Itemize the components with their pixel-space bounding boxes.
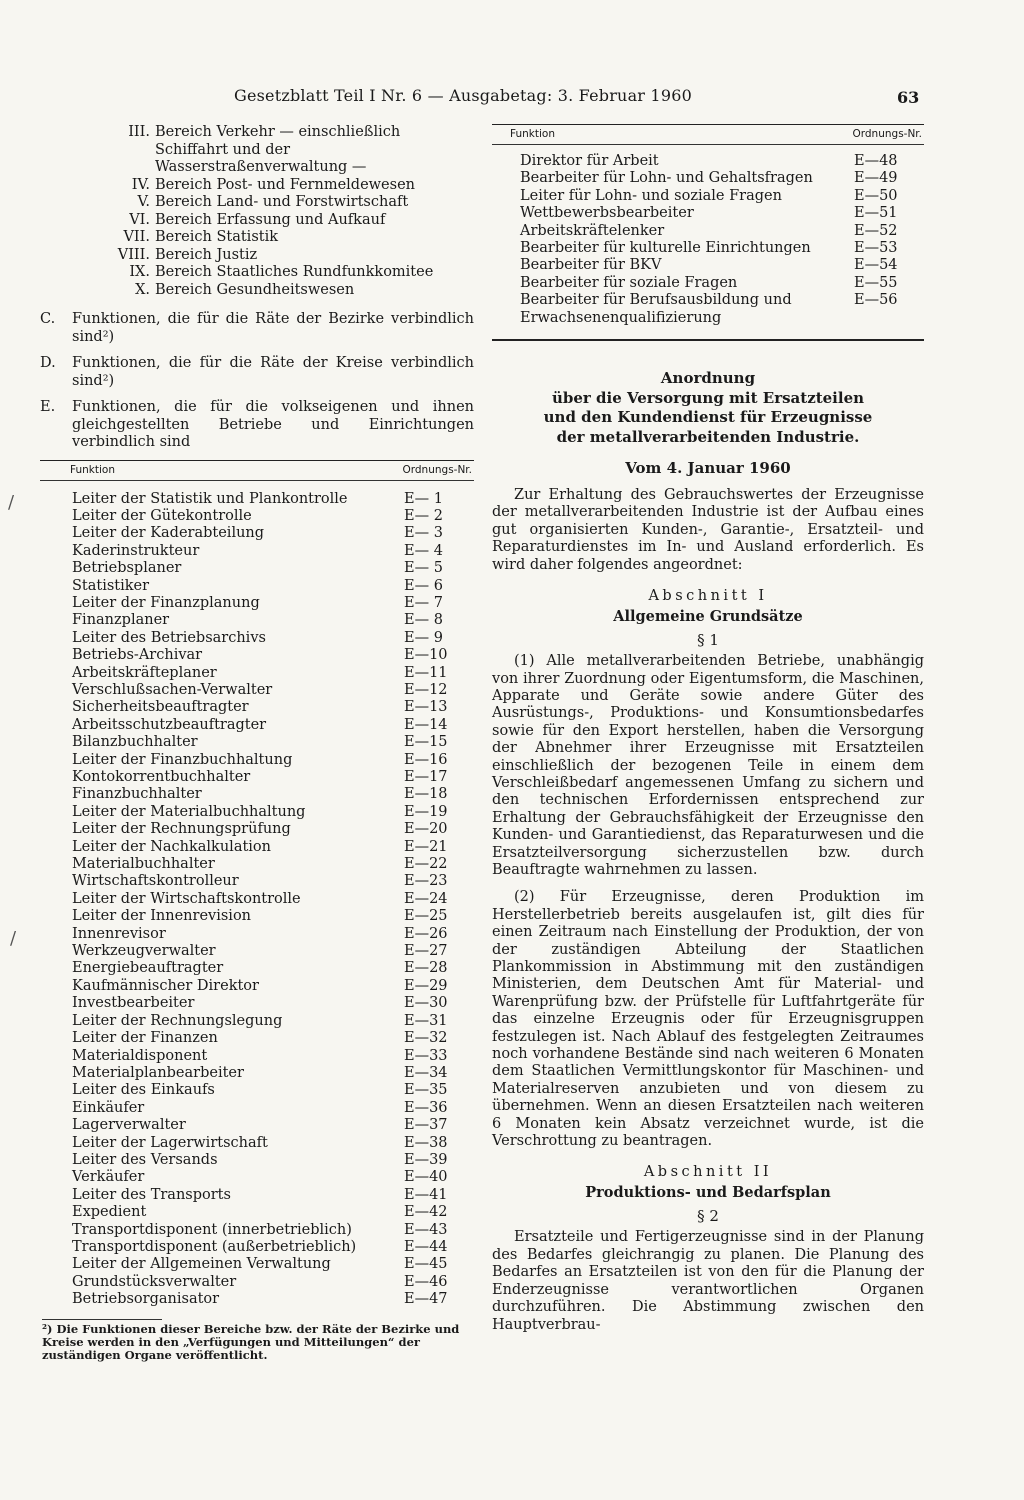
order-number: E—26 [404, 925, 448, 942]
order-number: E—42 [404, 1204, 448, 1221]
table-row [40, 1135, 474, 1152]
table-row [492, 223, 924, 240]
order-number: E—49 [854, 170, 898, 187]
order-number: E— 3 [404, 525, 443, 542]
table-row [40, 856, 474, 873]
function-name: Betriebsorganisator [72, 1291, 220, 1308]
table-row [40, 1065, 474, 1082]
function-name: Lagerverwalter [72, 1117, 186, 1134]
paragraph-2-1: Ersatzteile und Fertigerzeugnisse sind in der Planung des Bedarfes gleichrangig zu planen. Die Planung des Bedarfes an Ersatzteilen ist von den für die Planung der Enderzeugnisse verantwortlichen Organen durchzuführen. Die Abstimmung zwischen den Hauptverbrau- [492, 1229, 924, 1333]
function-name: Bearbeiter für Lohn- und Gehaltsfragen [520, 170, 813, 187]
table-row [40, 525, 474, 542]
table-row [40, 1082, 474, 1099]
order-number: E—44 [404, 1238, 448, 1255]
table-row [40, 665, 474, 682]
order-number: E—48 [854, 153, 898, 169]
list-item: III. Bereich Verkehr — einschließlich Schiffahrt und der Wasserstraßenverwaltung — [128, 124, 401, 175]
table-row [40, 578, 474, 595]
function-name: Kaderinstrukteur [72, 542, 200, 559]
function-name: Kaufmännischer Direktor [72, 977, 259, 994]
table-row [492, 170, 924, 187]
function-name: Leiter des Versands [72, 1151, 218, 1168]
column-header-number: Ordnungs-Nr. [852, 128, 922, 140]
function-name: Wettbewerbsbearbeiter [520, 205, 694, 222]
order-number: E—52 [854, 222, 898, 239]
table-row [40, 943, 474, 960]
page-header [0, 86, 1024, 112]
function-name: Leiter der Kaderabteilung [72, 525, 265, 542]
section-label: Abschnitt I [648, 588, 768, 605]
function-name: Bearbeiter für soziale Fragen [520, 274, 738, 291]
page-number: 63 [897, 88, 920, 107]
order-number: E—53 [854, 240, 898, 257]
order-number: E—29 [404, 977, 448, 994]
table-row [40, 595, 474, 612]
function-name: Leiter der Allgemeinen Verwaltung [72, 1256, 331, 1273]
order-number: E—15 [404, 734, 448, 751]
table-row [40, 804, 474, 821]
function-block-c: C. Funktionen, die für die Räte der Bezirke verbindlich sind²) [40, 311, 474, 345]
table-row [40, 1048, 474, 1065]
function-table-continued [492, 153, 924, 327]
table-row [40, 630, 474, 647]
function-name: Materialplanbearbeiter [72, 1064, 244, 1081]
intro-paragraph: Zur Erhaltung des Gebrauchswertes der Erzeugnisse der metallverarbeitenden Industrie ist der Aufbau eines gut organisierten Kunden-, Garantie-, Ersatzteil- und Reparaturdienstes im In- und Ausland erforderlich. Es wird daher folgendes angeordnet: [492, 487, 924, 573]
function-name: Investbearbeiter [72, 995, 195, 1012]
function-table [40, 491, 474, 1309]
table-row [40, 926, 474, 943]
function-name: Arbeitskräfteplaner [72, 664, 217, 681]
table-row [40, 1222, 474, 1239]
order-number: E—18 [404, 786, 448, 803]
function-name: Bilanzbuchhalter [72, 734, 198, 751]
column-header-function: Funktion [510, 128, 555, 140]
table-header [40, 461, 474, 481]
order-number: E— 9 [404, 629, 443, 646]
table-row [40, 1100, 474, 1117]
order-number: E—16 [404, 751, 448, 768]
function-name: Innenrevisor [72, 925, 166, 942]
table-row [40, 543, 474, 560]
ordinance-date: Vom 4. Januar 1960 [625, 459, 791, 478]
table-row [40, 1030, 474, 1047]
table-row [40, 1291, 474, 1308]
order-number: E— 2 [404, 507, 443, 524]
function-name: Kontokorrentbuchhalter [72, 769, 251, 785]
table-row [40, 752, 474, 769]
table-row [40, 891, 474, 908]
table-row [40, 873, 474, 890]
order-number: E—10 [404, 647, 448, 664]
order-number: E—36 [404, 1099, 448, 1116]
table-row [40, 699, 474, 716]
table-row [492, 188, 924, 205]
order-number: E—12 [404, 681, 448, 698]
function-name: Energiebeauftragter [72, 960, 224, 977]
section-title: Allgemeine Grundsätze [613, 608, 803, 626]
order-number: E—50 [854, 187, 898, 204]
function-name: Leiter der Finanzbuchhaltung [72, 751, 293, 768]
order-number: E—45 [404, 1256, 448, 1273]
function-name: Leiter des Betriebsarchivs [72, 629, 266, 646]
function-name: Leiter des Einkaufs [72, 1082, 215, 1099]
table-row [492, 205, 924, 222]
order-number: E—14 [404, 716, 448, 733]
table-row [40, 1256, 474, 1273]
order-number: E—56 [854, 292, 898, 309]
function-name: Leiter der Gütekontrolle [72, 507, 252, 524]
table-row [40, 560, 474, 577]
function-name: Transportdisponent (außerbetrieblich) [72, 1238, 357, 1255]
order-number: E—30 [404, 995, 448, 1012]
order-number: E— 6 [404, 577, 443, 594]
list-item: VII. Bereich Statistik [123, 229, 279, 245]
footnote-rule [42, 1319, 162, 1320]
order-number: E—32 [404, 1030, 448, 1047]
order-number: E—33 [404, 1047, 448, 1064]
table-row [492, 153, 924, 170]
function-name: Leiter der Finanzen [72, 1030, 218, 1047]
paragraph-1-1: (1) Alle metallverarbeitenden Betriebe, unabhängig von ihrer Zuordnung oder Eigentumsform, die Maschinen, Apparate und Geräte sowie andere Güter des Ausrüstungs-, Produktions- und Konsumtionsbedarfes sowie für den Export herstellen, haben die Versorgung der Abnehmer ihrer Erzeugnisse mit Ersatzteilen einschließlich der bezogenen Teile in einem dem Verschleißbedarf angemessenen Umfang zu sichern und den technischen Erfordernissen entsprechend zur Erhaltung der Gebrauchsfähigkeit der Erzeugnisse den Kunden- und Garantiedienst, das Reparaturwesen und die Ersatzteilversorgung sicherzustellen bzw. durch Beauftragte wahrnehmen zu lassen. [492, 653, 924, 878]
column-header-number: Ordnungs-Nr. [402, 463, 472, 476]
list-item: V. Bereich Land- und Forstwirtschaft [137, 194, 409, 210]
paragraph-1-2: (2) Für Erzeugnisse, deren Produktion im Herstellerbetrieb bereits ausgelaufen ist, gilt dies für einen Zeitraum nach Einstellung der Produktion, der von der zuständigen Abteilung der Staatlichen Plankommission in Abstimmung mit den zuständigen Ministerien, dem Deutschen Amt für Material- und Warenprüfung bzw. der Prüfstelle für Luftfahrtgeräte für das einzelne Erzeugnis oder für Erzeugnisgruppen festzulegen ist. Nach Ablauf des festgelegten Zeitraumes noch vorhandene Bestände sind nach weiteren 6 Monaten dem Staatlichen Vermittlungskontor für Maschinen- und Materialreserven anzubieten und von diesem zu übernehmen. Wenn an diesen Ersatzteilen nach weiteren 6 Monaten kein Absatz verzeichnet wurde, ist die Verschrottung zu beantragen. [492, 889, 924, 1150]
table-row [40, 1169, 474, 1186]
table-row [40, 612, 474, 629]
function-name: Finanzplaner [72, 612, 170, 629]
table-row [492, 240, 924, 257]
function-name: Wirtschaftskontrolleur [72, 873, 239, 890]
function-name: Leiter der Innenrevision [72, 908, 252, 925]
function-name: Leiter der Wirtschaftskontrolle [72, 890, 301, 907]
order-number: E—54 [854, 257, 898, 274]
function-name: Statistiker [72, 577, 150, 594]
function-name: Leiter der Rechnungsprüfung [72, 821, 291, 838]
table-row [492, 292, 924, 327]
function-name: Leiter der Nachkalkulation [72, 838, 271, 855]
function-name: Leiter des Transports [72, 1186, 231, 1203]
section-title: Produktions- und Bedarfsplan [585, 1184, 831, 1202]
order-number: E—19 [404, 803, 448, 820]
table-row [40, 1204, 474, 1221]
order-number: E— 5 [404, 560, 443, 577]
function-name: Leiter der Rechnungslegung [72, 1012, 283, 1029]
table-row [40, 995, 474, 1012]
function-name: Verschlußsachen-Verwalter [72, 681, 273, 698]
function-name: Sicherheitsbeauftragter [72, 699, 249, 716]
table-row [40, 1274, 474, 1291]
function-name: Grundstücksverwalter [72, 1273, 237, 1290]
function-name: Arbeitskräftelenker [520, 222, 665, 239]
footnote: ²) Die Funktionen dieser Bereiche bzw. der Räte der Bezirke und Kreise werden in den „Verfügungen und Mitteilungen“ der zuständigen Organe veröffentlicht. [42, 1321, 460, 1362]
table-row [40, 1187, 474, 1204]
function-name: Leiter der Lagerwirtschaft [72, 1134, 268, 1151]
ordinance-title: Anordnung über die Versorgung mit Ersatzteilen und den Kundendienst für Erzeugnisse der metallverarbeitenden Industrie. [543, 369, 873, 446]
table-row [492, 257, 924, 274]
table-row [40, 491, 474, 508]
order-number: E—21 [404, 838, 448, 855]
order-number: E—37 [404, 1117, 448, 1134]
table-row [492, 275, 924, 292]
order-number: E—24 [404, 890, 448, 907]
function-name: Finanzbuchhalter [72, 786, 202, 803]
table-row [40, 734, 474, 751]
function-name: Bearbeiter für BKV [520, 257, 662, 274]
paragraph-sign: § 1 [697, 631, 719, 650]
function-name: Leiter für Lohn- und soziale Fragen [520, 187, 782, 204]
paragraph-sign: § 2 [697, 1207, 719, 1226]
right-column [492, 124, 924, 1334]
function-name: Leiter der Statistik und Plankontrolle [72, 490, 348, 507]
function-block-e: E. Funktionen, die für die volkseigenen und ihnen gleichgestellten Betriebe und Einrichtungen verbindlich sind [40, 399, 474, 450]
table-row [40, 682, 474, 699]
function-name: Materialbuchhalter [72, 856, 215, 873]
order-number: E—41 [404, 1186, 448, 1203]
table-row [40, 647, 474, 664]
table-row [40, 786, 474, 803]
table-row [40, 1239, 474, 1256]
table-bottom-rule [492, 339, 924, 341]
list-item: IX. Bereich Staatliches Rundfunkkomitee [129, 264, 434, 280]
order-number: E—27 [404, 943, 448, 960]
order-number: E—25 [404, 908, 448, 925]
order-number: E—31 [404, 1012, 448, 1029]
list-item: VIII. Bereich Justiz [117, 246, 258, 263]
function-name: Expedient [72, 1204, 147, 1221]
list-item: IV. Bereich Post- und Fernmeldewesen [131, 176, 416, 193]
left-column [40, 124, 474, 1362]
table-row [40, 1117, 474, 1134]
order-number: E—46 [404, 1273, 448, 1290]
function-name: Leiter der Finanzplanung [72, 594, 260, 611]
order-number: E—23 [404, 873, 448, 890]
list-item: VI. Bereich Erfassung und Aufkauf [129, 211, 386, 228]
function-name: Transportdisponent (innerbetrieblich) [72, 1221, 352, 1238]
order-number: E—39 [404, 1151, 448, 1168]
list-item: X. Bereich Gesundheitswesen [135, 281, 355, 298]
table-row [40, 960, 474, 977]
order-number: E—34 [404, 1064, 448, 1081]
bereich-list [104, 124, 474, 299]
table-row [40, 1013, 474, 1030]
order-number: E— 8 [404, 612, 443, 629]
order-number: E—28 [404, 960, 448, 977]
order-number: E—47 [404, 1291, 448, 1308]
function-name: Betriebsplaner [72, 560, 182, 577]
table-row [40, 908, 474, 925]
function-name: Direktor für Arbeit [520, 153, 659, 169]
order-number: E—13 [404, 699, 448, 716]
order-number: E—11 [404, 664, 448, 681]
table-row [40, 769, 474, 786]
function-name: Betriebs-Archivar [72, 647, 203, 664]
margin-mark: / [10, 928, 17, 949]
function-name: Einkäufer [72, 1099, 145, 1116]
order-number: E—51 [854, 205, 898, 222]
table-row [40, 508, 474, 525]
table-header [492, 125, 924, 145]
column-header-function: Funktion [70, 463, 115, 476]
order-number: E—55 [854, 274, 898, 291]
order-number: E—20 [404, 821, 448, 838]
order-number: E— 4 [404, 542, 443, 559]
table-row [40, 1152, 474, 1169]
section-label: Abschnitt II [643, 1164, 773, 1181]
function-name: Bearbeiter für kulturelle Einrichtungen [520, 240, 811, 257]
header-title: Gesetzblatt Teil I Nr. 6 — Ausgabetag: 3. Februar 1960 [234, 86, 692, 105]
function-name: Verkäufer [72, 1169, 145, 1186]
table-row [40, 839, 474, 856]
function-name: Leiter der Materialbuchhaltung [72, 803, 306, 820]
margin-mark: / [8, 492, 15, 513]
function-name: Arbeitsschutzbeauftragter [72, 716, 267, 733]
function-name: Materialdisponent [72, 1047, 208, 1064]
order-number: E—38 [404, 1134, 448, 1151]
order-number: E—17 [404, 769, 448, 785]
order-number: E—40 [404, 1169, 448, 1186]
table-row [40, 821, 474, 838]
function-block-d: D. Funktionen, die für die Räte der Kreise verbindlich sind²) [40, 355, 474, 389]
order-number: E—35 [404, 1082, 448, 1099]
order-number: E—22 [404, 856, 448, 873]
order-number: E— 7 [404, 594, 443, 611]
order-number: E— 1 [404, 490, 443, 507]
function-name: Werkzeugverwalter [72, 943, 216, 960]
table-row [40, 978, 474, 995]
order-number: E—43 [404, 1221, 448, 1238]
table-row [40, 717, 474, 734]
function-name: Bearbeiter für Berufsausbildung und Erwachsenenqualifizierung [520, 292, 792, 326]
